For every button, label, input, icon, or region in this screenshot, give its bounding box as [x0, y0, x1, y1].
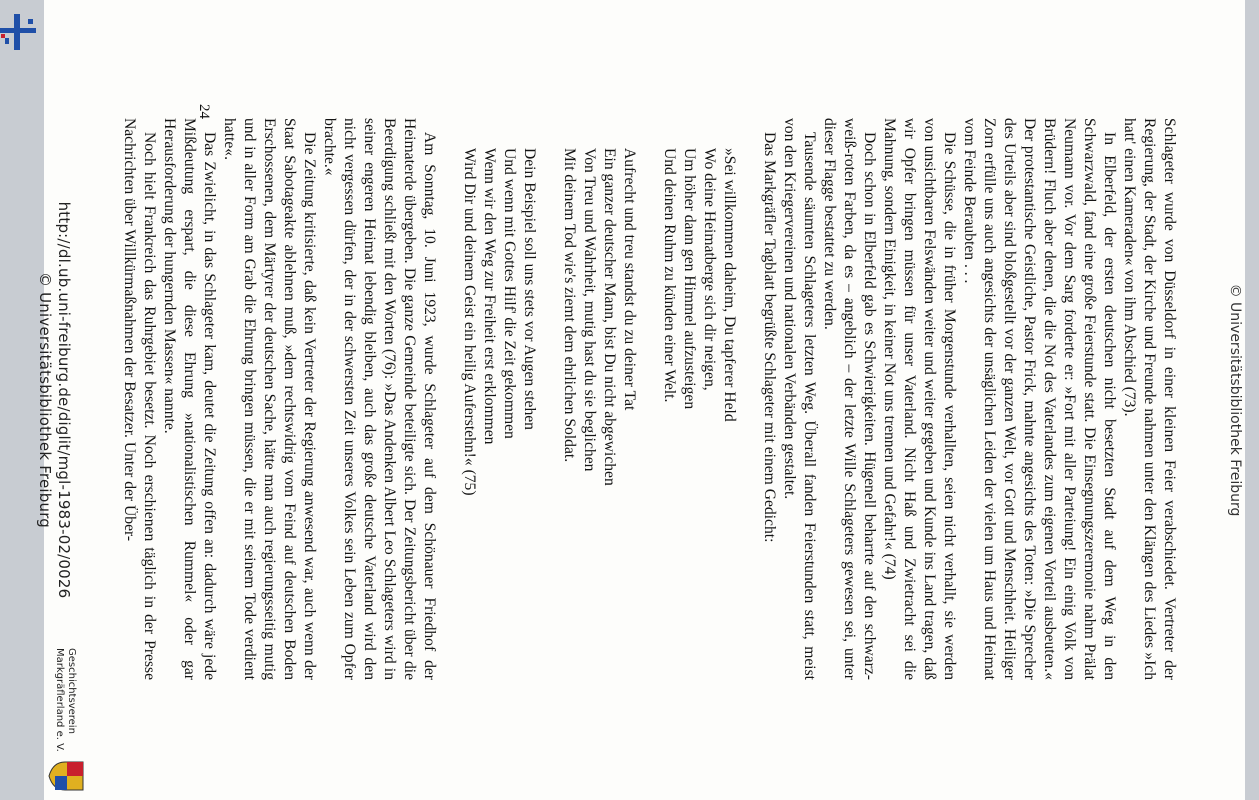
permalink-url[interactable]: http://dl.ub.uni-freiburg.de/diglit/mgl-1983-02/0026: [55, 201, 73, 599]
poem-stanza: [459, 118, 539, 680]
body-paragraph: Die Schüsse, die in früher Morgenstunde verhallten, seien nicht verhallt, sie werden von unsichtbaren Felswänden weiter und weiter gegeben und Kunde ins Land tragen, daß wir Opfer bringen müssen für unser Vaterland. Nicht Haß und Zwietracht sei die Mahnung, sondern Einigkeit, in keiner Not uns trennen und Gefahr!« (74): [881, 118, 958, 680]
poem-line: Und deinen Ruhm zu künden einer Welt.: [661, 148, 678, 403]
body-paragraph: Noch hielt Frankreich das Ruhrgebiet besetzt. Noch erschienen täglich in der Presse Nachrichten über Willkürmaßnahmen der Besatzer. Unter der Über-: [121, 118, 158, 680]
poem-line: Mit deinem Tod wie's ziemt dem ehrlichen Soldat.: [561, 148, 578, 463]
rotated-page-content: [36, 0, 1245, 800]
poem-line: Wird Dir und deinem Geist ein heilig Auferstehn!« (75): [461, 148, 478, 496]
page-number: 24: [196, 104, 212, 119]
page-text: [119, 118, 1179, 680]
body-paragraph: Das Markgräfler Tagblatt begrüßte Schlageter mit einem Gedicht:: [761, 132, 778, 543]
body-paragraph: In Elberfeld, der ersten deutschen nicht besetzten Stadt auf dem Weg in den Schwarzwald, fand eine große Feierstunde statt. Die Einsegnungszeremonie nahm Prälat Neumann vor. Vor dem Sarg forderte er: »Fort mit aller Parteiung! Ein einig Volk von Brüdern! Fluch aber denen, die die Not des Vaterlandes zum eigenen Vorteil ausbeuten.« Der protestantische Geistliche, Pastor Frick, mahnte angesichts des Toten: »Die Sprecher des Urteils aber sind bloßgestellt vor der ganzen Welt, vor Gott und Menschheit. Heiliger Zorn erfülle uns auch angesichts der unsäglichen Leiden der vielen um Haus und Heimat vom Feinde Beraubten . . .: [961, 118, 1118, 680]
poem-stanza: [659, 118, 739, 680]
body-paragraph: Tausende säumten Schlageters letzten Weg. Überall fanden Feierstunden statt, meist von den Kriegervereinen und nationalen Verbänden gestaltet.: [781, 118, 818, 680]
body-paragraph: Die Zeitung kritisierte, daß kein Vertreter der Regierung anwesend war, auch wenn der Staat Sabotageakte ablehnen muß, »dem rechtswidrig vom Feind auf deutschen Boden Erschossenen, dem Märtyrer der deutschen Sache, hätte man auch regierungsseitig mutig und in aller Form am Grab die Ehrung bringen müssen, die er mit seinem Tode verdient hatte«.: [221, 118, 318, 680]
poem-stanza: [559, 118, 639, 680]
body-paragraph: Am Sonntag, 10. Juni 1923, wurde Schlageter auf dem Schönauer Friedhof der Heimaterde übergeben. Die ganze Gemeinde beteiligte sich. Der Zeitungsbericht über die Beerdigung schließt mit den Worten (76): »Das Andenken Albert Leo Schlageters wird in seiner engeren Heimat lebendig bleiben, auch das große deutsche Vaterland wird den nicht vergessen dürfen, der in der schwersten Zeit unseres Volkes sein Leben zum Opfer brachte.«: [321, 118, 438, 680]
publisher-line: Geschichtsverein: [66, 648, 77, 734]
publisher-line: Markgräflerland e. V.: [54, 648, 65, 752]
coat-of-arms-icon: [47, 760, 85, 792]
poem-line: Ein ganzer deutscher Mann, bist Du nicht abgewichen: [601, 148, 618, 486]
poem-line: Und wenn mit Gottes Hilf' die Zeit gekommen: [501, 148, 518, 439]
paragraphs-after-poem: [119, 118, 439, 680]
poem-line: Um höher dann gen Himmel aufzusteigen: [681, 148, 698, 410]
poem-line: Aufrecht und treu standst du zu deiner Tat: [621, 148, 638, 411]
viewer-right-strip: [1245, 0, 1259, 800]
body-paragraph: Doch schon in Elberfeld gab es Schwierigkeiten. Hügenell beharrte auf den schwarz-weiß-roten Farben, da es – angeblich – der letzte Wille Schlageters gewesen sei, unter dieser Flagge bestattet zu werden.: [821, 118, 878, 680]
poem-line: Wo deine Heimatberge sich dir neigen,: [701, 148, 718, 391]
body-paragraph: Das Zwielicht, in das Schlageter kam, deutet die Zeitung offen an: dadurch wäre jede Mißdeutung erspart, die diese Ehrung »nationalistischen Rummel« oder gar Herausforderung der hungernden Massen« nannte.: [161, 118, 218, 680]
poem-line: »Sei willkommen daheim, Du tapferer Held: [721, 148, 738, 422]
scanned-page: [36, 0, 1245, 800]
poem: [459, 118, 739, 680]
library-logo-icon: [0, 14, 36, 50]
poem-line: Dein Beispiel soll uns stets vor Augen stehen: [521, 148, 538, 430]
body-paragraph: Schlageter wurde von Düsseldorf in einer kleinen Feier verabschiedet. Vertreter der Regierung, der Stadt, der Kirche und Freunde nahmen unter den Klängen des Liedes »Ich hatt' einen Kameraden« von ihm Abschied (73).: [1121, 118, 1178, 680]
poem-line: Wenn wir den Weg zur Freiheit erst erklommen: [481, 148, 498, 445]
top-library-credit: © Universitätsbibliothek Freiburg: [1227, 283, 1243, 517]
paragraphs-before-poem: [759, 118, 1179, 680]
poem-line: Von Treu und Wahrheit, mutig hast du sie beglichen: [581, 148, 598, 472]
library-copyright: © Universitätsbibliothek Freiburg: [36, 271, 54, 529]
